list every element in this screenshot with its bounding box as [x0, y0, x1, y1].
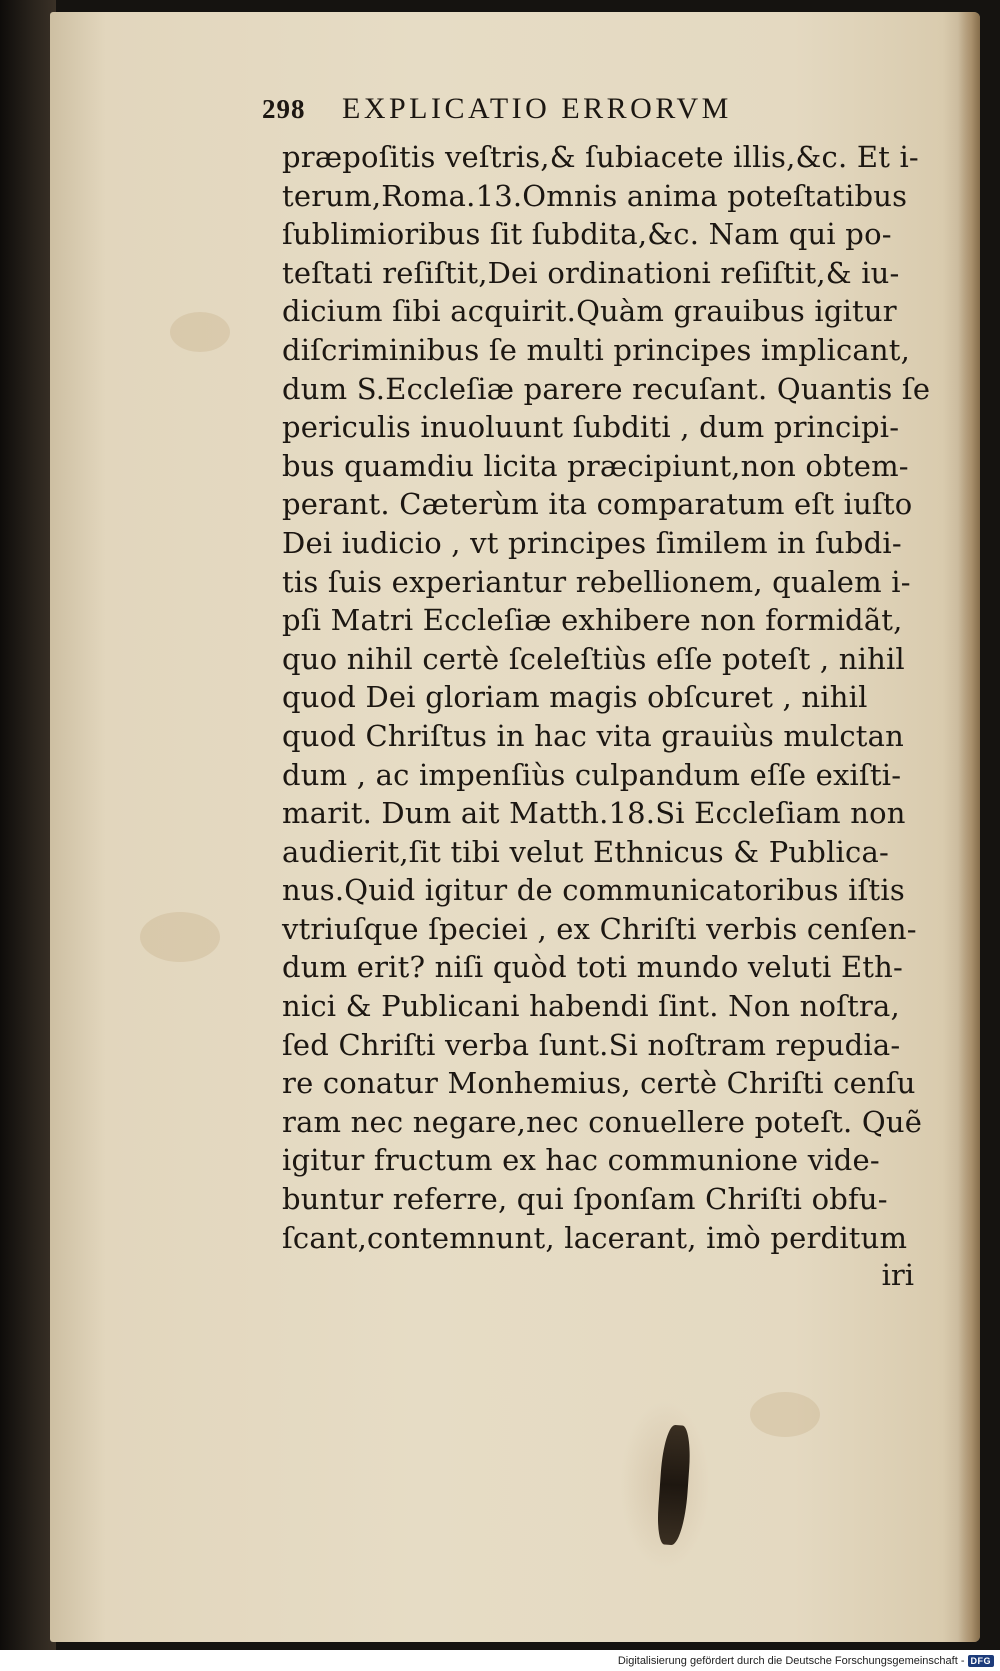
text-line: ſublimioribus ſit ſubdita,&c. Nam qui po- — [282, 217, 892, 252]
running-head — [262, 92, 922, 138]
credit-text: Digitalisierung gefördert durch die Deutsche Forschungsgemeinschaft - — [617, 1655, 965, 1667]
text-line: nici & Publicani habendi ſint. Non noſtra, — [282, 989, 900, 1024]
text-line: teſtati reſiſtit,Dei ordinationi reſiſtit,& iu- — [282, 255, 900, 290]
dfg-logo: DFG — [968, 1655, 995, 1667]
text-line: audierit,ſit tibi velut Ethnicus & Publica- — [282, 834, 889, 869]
text-line: quod Dei gloriam magis obſcuret , nihil — [282, 680, 868, 715]
text-line: dum S.Eccleſiæ parere recuſant. Quantis ſe — [282, 371, 931, 406]
digitization-credit — [618, 1652, 994, 1670]
text-line: dum , ac impenſiùs culpandum eſſe exiſti- — [282, 757, 902, 792]
text-line: re conatur Monhemius, certè Chriſti cenſu — [282, 1066, 916, 1101]
foxing-spot — [170, 312, 230, 352]
text-line: ſed Chriſti verba ſunt.Si noſtram repudia- — [282, 1027, 901, 1062]
text-line: perant. Cæterùm ita comparatum eſt iuſto — [282, 487, 913, 522]
text-line: diſcriminibus ſe multi principes implicant, — [282, 332, 911, 367]
text-line: præpoſitis veſtris,& ſubiacete illis,&c. Et i- — [282, 140, 919, 174]
foxing-spot — [140, 912, 220, 962]
text-line: igitur fructum ex hac communione vide- — [282, 1143, 880, 1178]
text-line: ſcant,contemnunt, lacerant, imò perditum — [282, 1220, 908, 1255]
text-line: tis ſuis experiantur rebellionem, qualem i- — [282, 564, 911, 599]
text-line: pſi Matri Eccleſiæ exhibere non formidãt, — [282, 603, 903, 638]
text-line: nus.Quid igitur de communicatoribus iſtis — [282, 873, 905, 908]
text-line: terum,Roma.13.Omnis anima poteſtatibus — [282, 178, 908, 213]
text-line: periculis inuoluunt ſubditi , dum principi- — [282, 410, 900, 445]
spine-shadow — [0, 0, 56, 1650]
body-text — [282, 138, 931, 1257]
text-line: dicium ſibi acquirit.Quàm grauibus igitur — [282, 294, 897, 329]
text-block — [262, 92, 931, 1293]
page-number: 298 — [262, 94, 306, 124]
page-edge — [958, 12, 980, 1642]
foxing-spot — [750, 1392, 820, 1437]
text-line: Dei iudicio , vt principes ſimilem in ſubdi- — [282, 525, 902, 560]
catchword: iri — [881, 1258, 914, 1293]
text-line: buntur referre, qui ſponſam Chriſti obfu- — [282, 1182, 888, 1217]
text-line: quo nihil certè ſceleſtiùs eſſe poteſt , nihil — [282, 641, 905, 676]
running-title: EXPLICATIO ERRORVM — [342, 92, 732, 125]
text-line: ram nec negare,nec conuellere poteſt. Quẽ — [282, 1104, 923, 1139]
text-line: dum erit? niſi quòd toti mundo veluti Eth- — [282, 950, 904, 985]
text-line: bus quamdiu licita præcipiunt,non obtem- — [282, 448, 909, 483]
text-line: marit. Dum ait Matth.18.Si Eccleſiam non — [282, 796, 906, 831]
text-line: quod Chriſtus in hac vita grauiùs mulctan — [282, 718, 905, 753]
text-line: vtriuſque ſpeciei , ex Chriſti verbis cenſen- — [282, 911, 917, 946]
